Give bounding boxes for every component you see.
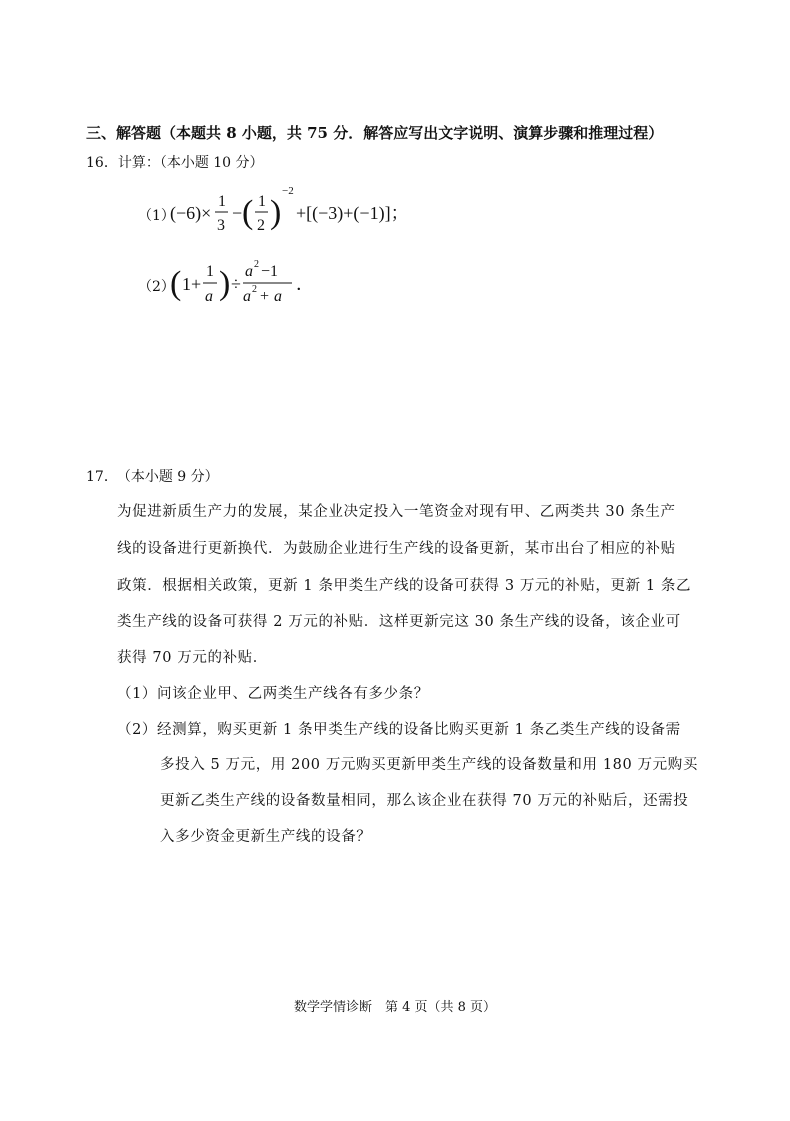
svg-text:1: 1	[206, 263, 214, 280]
part-1-label: （1）	[138, 208, 175, 224]
q17-body-line-5: 获得 70 万元的补贴．	[117, 650, 268, 666]
q17-body-line-1: 为促进新质生产力的发展，某企业决定投入一笔资金对现有甲、乙两类共 30 条生产	[117, 504, 676, 520]
part-2-label: （2）	[138, 279, 175, 295]
q17-body-line-3: 政策．根据相关政策，更新 1 条甲类生产线的设备可获得 3 万元的补贴，更新 1 条乙	[117, 578, 692, 594]
page-footer: 数学学情诊断 第 4 页（共 8 页）	[293, 1000, 497, 1015]
svg-text:1: 1	[258, 193, 266, 210]
svg-text:−: −	[232, 203, 243, 223]
question-prompt: 计算：（本小题 10 分）	[117, 155, 264, 171]
svg-text:1: 1	[218, 193, 226, 210]
svg-text:+: +	[260, 288, 270, 305]
svg-text:2: 2	[257, 217, 265, 234]
question-number: 16．	[86, 155, 118, 171]
svg-text:(: (	[170, 265, 182, 302]
q17-subquestion-2-line-2: 多投入 5 万元，用 200 万元购买更新甲类生产线的设备数量和用 180 万元购买	[160, 757, 698, 773]
svg-text:+[(−3)+(−1)]；: +[(−3)+(−1)]；	[296, 203, 409, 223]
question-17-header	[86, 466, 219, 486]
q17-body-line-2: 线的设备进行更新换代．为鼓励企业进行生产线的设备更新，某市出台了相应的补贴	[117, 541, 676, 557]
q17-subquestion-2-line-4: 入多少资金更新生产线的设备？	[160, 829, 372, 845]
question-points: （本小题 9 分）	[123, 469, 219, 485]
svg-text:a: a	[245, 263, 253, 280]
svg-text:÷: ÷	[231, 274, 241, 294]
q17-subquestion-2-line-3: 更新乙类生产线的设备数量相同，那么该企业在获得 70 万元的补贴后，还需投	[160, 793, 689, 809]
svg-text:a: a	[205, 288, 213, 305]
svg-text:．: ．	[296, 274, 314, 294]
svg-text:3: 3	[217, 217, 225, 234]
svg-text:): )	[270, 194, 282, 231]
svg-text:(: (	[242, 194, 254, 231]
svg-text:a: a	[274, 288, 282, 305]
svg-text:(−6)×: (−6)×	[170, 203, 212, 223]
section-title: 三、解答题（本题共 8 小题，共 75 分．解答应写出文字说明、演算步骤和推理过程）	[86, 124, 664, 142]
svg-text:a: a	[243, 288, 251, 305]
svg-text:2: 2	[252, 284, 257, 295]
svg-text:2: 2	[254, 259, 259, 270]
svg-text:−1: −1	[261, 263, 279, 280]
q17-body-line-4: 类生产线的设备可获得 2 万元的补贴．这样更新完这 30 条生产线的设备，该企业可	[117, 614, 681, 630]
q17-subquestion-1: （1）问该企业甲、乙两类生产线各有多少条？	[117, 686, 429, 702]
q17-subquestion-2-line-1: （2）经测算，购买更新 1 条甲类生产线的设备比购买更新 1 条乙类生产线的设备需	[117, 722, 681, 738]
question-16-header	[86, 152, 264, 172]
expression-1	[170, 182, 430, 244]
question-number: 17．	[86, 469, 118, 485]
svg-text:1+: 1+	[182, 274, 202, 294]
svg-text:): )	[219, 265, 231, 302]
svg-text:−2: −2	[282, 185, 294, 197]
expression-2	[170, 254, 330, 314]
